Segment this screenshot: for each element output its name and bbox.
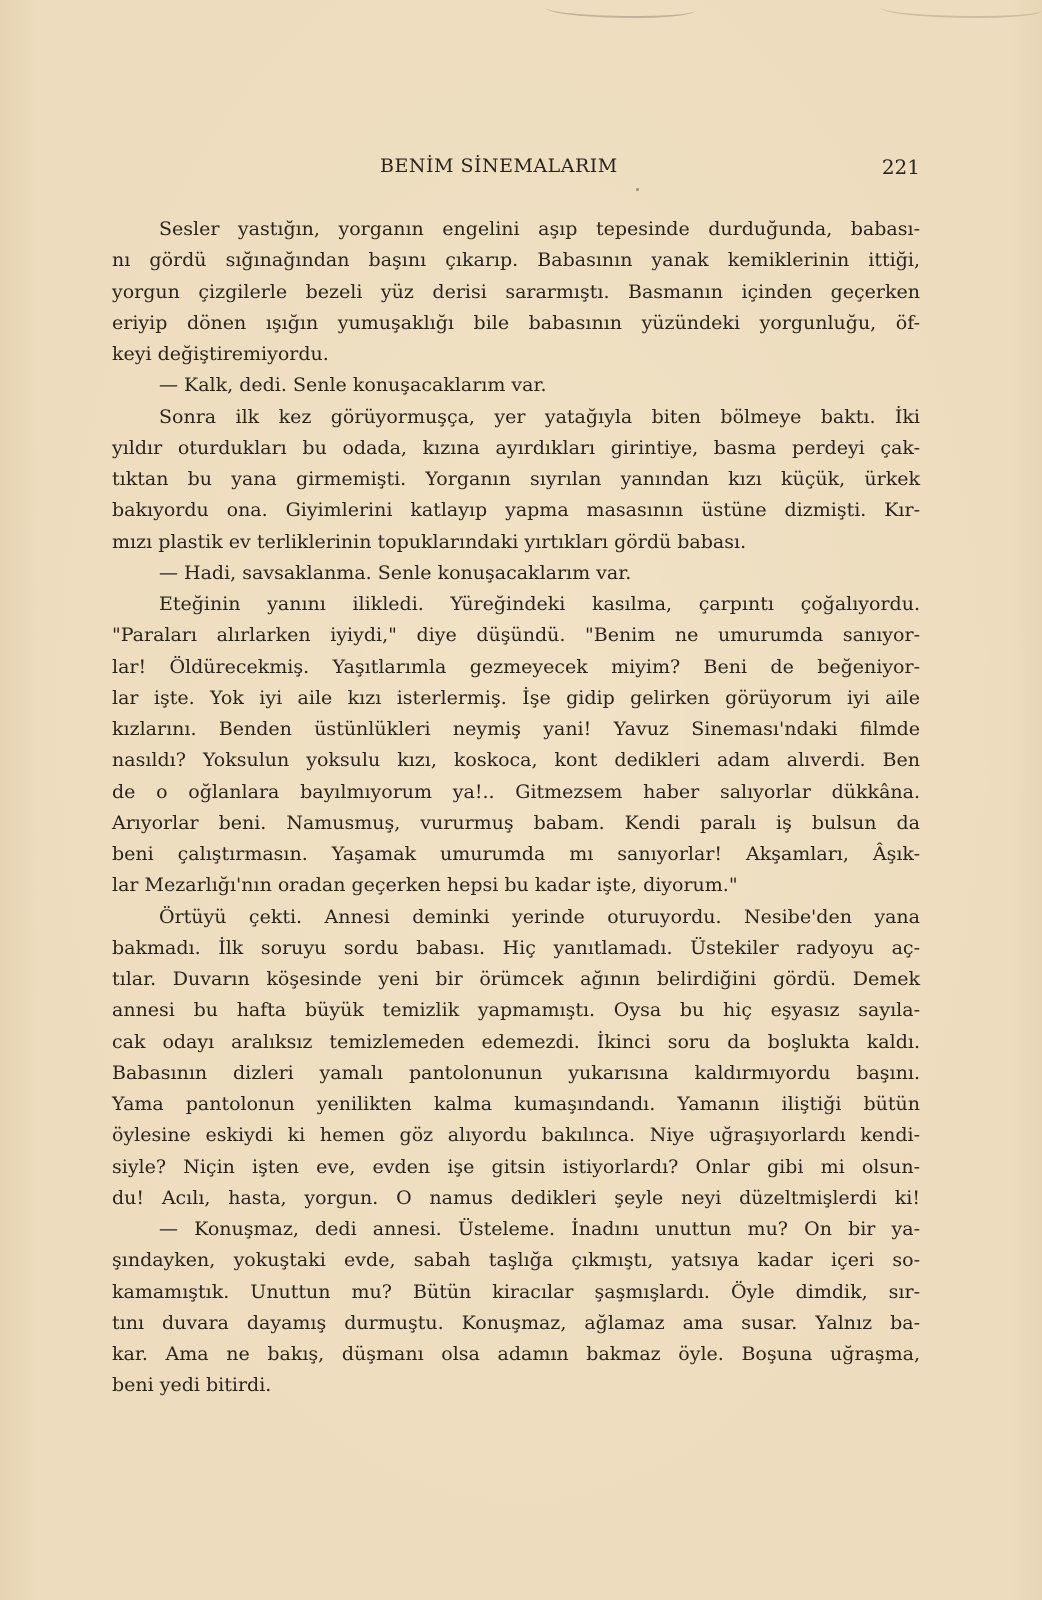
text-line: beni yedi bitirdi. xyxy=(112,1374,272,1397)
text-line: — Kalk, dedi. Senle konuşacaklarım var. xyxy=(159,374,547,397)
text-line: lar! Öldürecekmiş. Yaşıtlarımla gezmeyecek miyim? Beni de beğeniyor- xyxy=(112,655,920,678)
text-line: kamamıştık. Unuttun mu? Bütün kiracılar şaşmışlardı. Öyle dimdik, sır- xyxy=(112,1280,920,1303)
page-edge-stain xyxy=(545,0,695,18)
text-line: de o oğlanlara bayılmıyorum ya!.. Gitmezsem haber salıyorlar dükkâna. xyxy=(112,780,920,803)
text-line: siyle? Niçin işten eve, evden işe gitsin istiyorlardı? Onlar gibi mi olsun- xyxy=(112,1155,920,1178)
running-title: BENİM SİNEMALARIM xyxy=(380,155,618,177)
text-line: du! Acılı, hasta, yorgun. O namus dedikleri şeyle neyi düzeltmişlerdi ki! xyxy=(112,1186,920,1209)
running-header xyxy=(112,155,920,185)
text-line: Yama pantolonun yenilikten kalma kumaşındandı. Yamanın iliştiği bütün xyxy=(112,1093,920,1115)
text-line: lar Mezarlığı'nın oradan geçerken hepsi bu kadar işte, diyorum." xyxy=(112,874,738,897)
text-line: tını duvara dayamış durmuştu. Konuşmaz, ağlamaz ama susar. Yalnız ba- xyxy=(112,1311,920,1334)
page-edge-stain xyxy=(880,0,1042,18)
text-line: öylesine eskiydi ki hemen göz alıyordu bakılınca. Niye uğraşıyorlardı kendi- xyxy=(112,1124,920,1147)
text-line: Arıyorlar beni. Namusmuş, vururmuş babam. Kendi paralı iş bulsun da xyxy=(112,811,920,834)
text-line: — Hadi, savsaklanma. Senle konuşacaklarım var. xyxy=(159,561,632,584)
text-line: lar işte. Yok iyi aile kızı isterlermiş. İşe gidip gelirken görüyorum iyi aile xyxy=(112,686,920,709)
text-line: eriyip dönen ışığın yumuşaklığı bile babasının yüzündeki yorgunluğu, öf- xyxy=(112,311,920,334)
text-line: mızı plastik ev terliklerinin topuklarındaki yırtıkları gördü babası. xyxy=(112,530,747,553)
text-line: Sonra ilk kez görüyormuşça, yer yatağıyla biten bölmeye baktı. İki xyxy=(159,405,920,428)
page-number: 221 xyxy=(881,155,920,179)
text-line: tıktan bu yana girmemişti. Yorganın sıyrılan yanından kızı küçük, ürkek xyxy=(112,468,920,490)
text-line: nasıldı? Yoksulun yoksulu kızı, koskoca, kont dedikleri adam alıverdi. Ben xyxy=(112,749,920,772)
text-line: kızlarını. Benden üstünlükleri neymiş yani! Yavuz Sineması'ndaki filmde xyxy=(112,718,920,740)
text-line: şındayken, yokuştaki evde, sabah taşlığa çıkmıştı, yatsıya kadar içeri so- xyxy=(112,1249,920,1272)
text-line: nı gördü sığınağından başını çıkarıp. Babasının yanak kemiklerinin ittiği, xyxy=(112,249,920,272)
text-line: bakmadı. İlk soruyu sordu babası. Hiç yanıtlamadı. Üstekiler radyoyu aç- xyxy=(112,936,920,959)
text-line: "Paraları alırlarken iyiydi," diye düşündü. "Benim ne umurumda sanıyor- xyxy=(112,624,920,647)
text-line: keyi değiştiremiyordu. xyxy=(112,343,329,365)
text-line: tılar. Duvarın köşesinde yeni bir örümcek ağının belirdiğini gördü. Demek xyxy=(112,968,920,990)
body-text xyxy=(112,214,920,1402)
text-line: beni çalıştırmasın. Yaşamak umurumda mı sanıyorlar! Akşamları, Âşık- xyxy=(112,843,920,865)
text-line: Örtüyü çekti. Annesi deminki yerinde oturuyordu. Nesibe'den yana xyxy=(159,905,920,928)
text-line: kar. Ama ne bakış, düşmanı olsa adamın bakmaz öyle. Boşuna uğraşma, xyxy=(112,1343,920,1365)
ink-speck xyxy=(636,188,639,191)
text-line: yıldır oturdukları bu odada, kızına ayırdıkları girintiye, basma perdeyi çak- xyxy=(112,436,920,459)
text-line: Babasının dizleri yamalı pantolonunun yukarısına kaldırmıyordu başını. xyxy=(112,1061,920,1084)
text-line: cak odayı aralıksız temizlemeden edemezdi. İkinci soru da boşlukta kaldı. xyxy=(112,1030,920,1053)
text-line: Sesler yastığın, yorganın engelini aşıp tepesinde durduğunda, babası- xyxy=(159,218,920,240)
text-line: annesi bu hafta büyük temizlik yapmamıştı. Oysa bu hiç eşyasız sayıla- xyxy=(112,999,920,1022)
text-line: yorgun çizgilerle bezeli yüz derisi sararmıştı. Basmanın içinden geçerken xyxy=(112,280,920,303)
text-line: Eteğinin yanını ilikledi. Yüreğindeki kasılma, çarpıntı çoğalıyordu. xyxy=(159,593,920,615)
text-line: bakıyordu ona. Giyimlerini katlayıp yapma masasının üstüne dizmişti. Kır- xyxy=(112,499,920,522)
text-line: — Konuşmaz, dedi annesi. Üsteleme. İnadını unuttun mu? On bir ya- xyxy=(159,1218,920,1240)
